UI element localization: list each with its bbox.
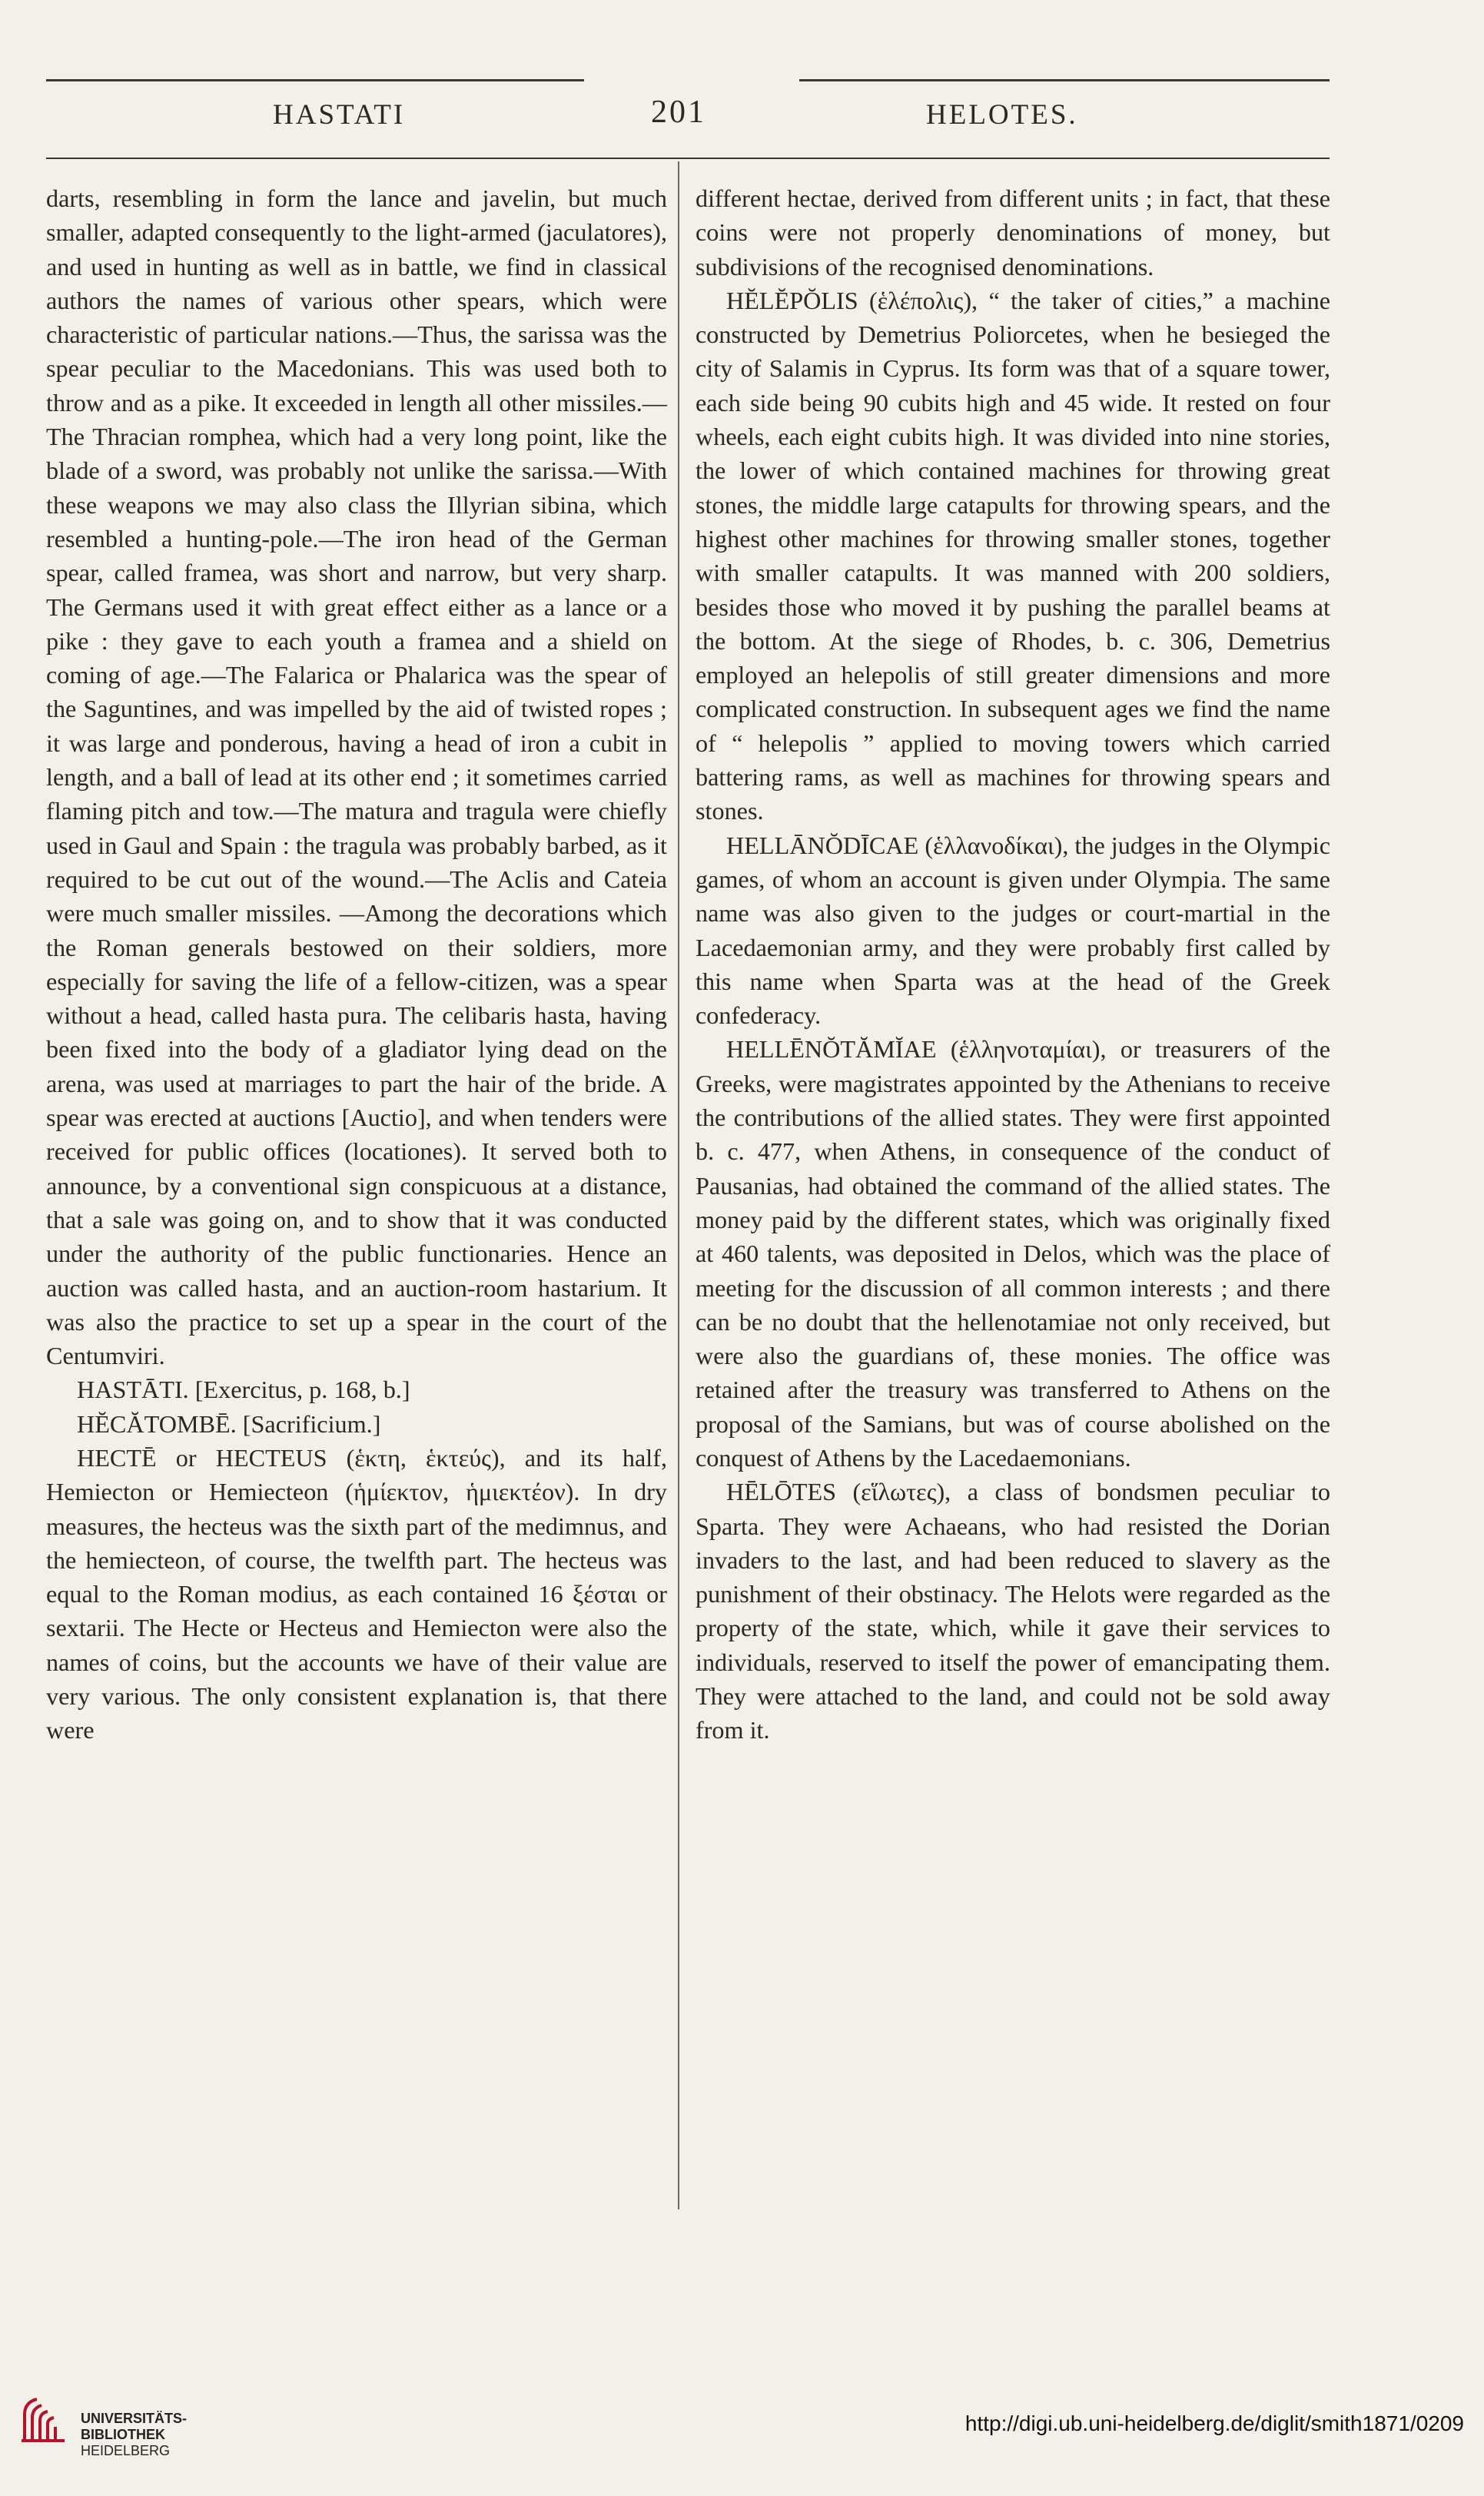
right-entry-hellanodicae: HELLĀNŎDĪCAE (ἑλλανοδίκαι), the judges in the Olympic games, of whom an account is given under Olympia. The same name was also given to the judges or court-martial in the Lacedaemonian army, and they were probably first called by this name when Sparta was at the head of the Greek confederacy. <box>696 831 1330 1030</box>
running-head-right: HELOTES. <box>926 99 1078 131</box>
library-book-logo-icon <box>17 2391 72 2450</box>
left-entry-hastati: HASTĀTI. [Exercitus, p. 168, b.] <box>77 1376 410 1404</box>
source-url-link[interactable]: http://digi.ub.uni-heidelberg.de/diglit/smith1871/0209 <box>964 2411 1464 2435</box>
left-column <box>46 181 667 1748</box>
header-rule-left <box>46 79 584 81</box>
institution-line-3: HEIDELBERG <box>81 2443 171 2458</box>
left-entry-hecte: HECTĒ or HECTEUS (ἑκτη, ἑκτεύς), and its half, Hemiecton or Hemiecteon (ἡμίεκτον, ἡμιεκτέον). In dry measures, the hecteus was the sixth part of the medimnus, and the hemiecteon, of course, the twelfth part. The hecteus was equal to the Roman modius, as each contained 16 ξέσται or sextarii. The Hecte or Hecteus and Hemiecton were also the names of coins, but the accounts we have of their value are very various. The only consistent explanation is, that there were <box>46 1443 667 1744</box>
right-entry-helepolis: HĔLĔPŎLIS (ἑλέπολις), “ the taker of cities,” a machine constructed by Demetrius Poliorcetes, when he besieged the city of Salamis in Cyprus. Its form was that of a square tower, each side being 90 cubits high and 45 wide. It rested on four wheels, each eight cubits high. It was divided into nine stories, the lower of which contained machines for throwing great stones, the middle large catapults for throwing spears, and the highest other machines for throwing smaller stones, together with smaller catapults. It was manned with 200 soldiers, besides those who moved it by pushing the parallel beams at the bottom. At the siege of Rhodes, b. c. 306, Demetrius employed an helepolis of still greater dimensions and more complicated construction. In subsequent ages we find the name of “ helepolis ” applied to moving towers which carried battering rams, as well as machines for throwing spears and stones. <box>696 286 1330 825</box>
right-entry-helotes: HĒLŌTES (εἵλωτες), a class of bondsmen peculiar to Sparta. They were Achaeans, who had resisted the Dorian invaders to the last, and had been reduced to slavery as the punishment of their obstinacy. The Helots were regarded as the property of the state, which, while it gave their services to individuals, reserved to itself the power of emancipating them. They were attached to the land, and could not be sold away from it. <box>696 1478 1330 1744</box>
header-rule-bottom <box>46 158 1330 159</box>
institution-line-1: UNIVERSITÄTS- <box>81 2411 188 2426</box>
institution-name <box>81 2411 187 2459</box>
column-divider <box>678 161 679 2209</box>
right-column <box>696 181 1330 1748</box>
right-paragraph-1: different hectae, derived from different units ; in fact, that these coins were not properly denominations of money, but subdivisions of the recognised denominations. <box>696 184 1330 280</box>
header-rule-right <box>799 79 1330 81</box>
left-entry-hecatombe: HĔCĂTOMBĒ. [Sacrificium.] <box>77 1409 381 1438</box>
institution-line-2: BIBLIOTHEK <box>81 2427 165 2442</box>
left-paragraph-1: darts, resembling in form the lance and javelin, but much smaller, adapted consequently to the light-armed (jaculatores), and used in hunting as well as in battle, we find in classical authors the names of various other spears, which were characteristic of particular nations.—Thus, the sarissa was the spear peculiar to the Macedonians. This was used both to throw and as a pike. It exceeded in length all other missiles.—The Thracian romphea, which had a very long point, like the blade of a sword, was probably not unlike the sarissa.—With these weapons we may also class the Illyrian sibina, which resembled a hunting-pole.—The iron head of the German spear, called framea, was short and narrow, but very sharp. The Germans used it with great effect either as a lance or a pike : they gave to each youth a framea and a shield on coming of age.—The Falarica or Phalarica was the spear of the Saguntines, and was impelled by the aid of twisted ropes ; it was large and ponderous, having a head of iron a cubit in length, and a ball of lead at its other end ; it sometimes carried flaming pitch and tow.—The matura and tragula were chiefly used in Gaul and Spain : the tragula was probably barbed, as it required to be cut out of the wound.—The Aclis and Cateia were much smaller missiles. —Among the decorations which the Roman generals bestowed on their soldiers, more especially for saving the life of a fellow-citizen, was a spear without a head, called hasta pura. The celibaris hasta, having been fixed into the body of a gladiator lying dead on the arena, was used at marriages to part the hair of the bride. A spear was erected at auctions [Auctio], and when tenders were received for public offices (locationes). It served both to announce, by a conventional sign conspicuous at a distance, that a sale was going on, and to show that it was conducted under the authority of the public functionaries. Hence an auction was called hasta, and an auction-room hastarium. It was also the practice to set up a spear in the court of the Centumviri. <box>46 184 667 1370</box>
right-entry-hellenotamiae: HELLĒNŎTĂMĬAE (ἑλληνοταμίαι), or treasurers of the Greeks, were magistrates appointed by the Athenians to receive the contributions of the allied states. They were first appointed b. c. 477, when Athens, in consequence of the conduct of Pausanias, had obtained the command of the allied states. The money paid by the different states, which was originally fixed at 460 talents, was deposited in Delos, which was the place of meeting for the discussion of all common interests ; and there can be no doubt that the hellenotamiae not only received, but were also the guardians of, these monies. The office was retained after the treasury was transferred to Athens on the proposal of the Samians, but was of course abolished on the conquest of Athens by the Lacedaemonians. <box>696 1035 1330 1472</box>
running-head-left: HASTATI <box>273 99 406 131</box>
page-number: 201 <box>651 95 706 130</box>
